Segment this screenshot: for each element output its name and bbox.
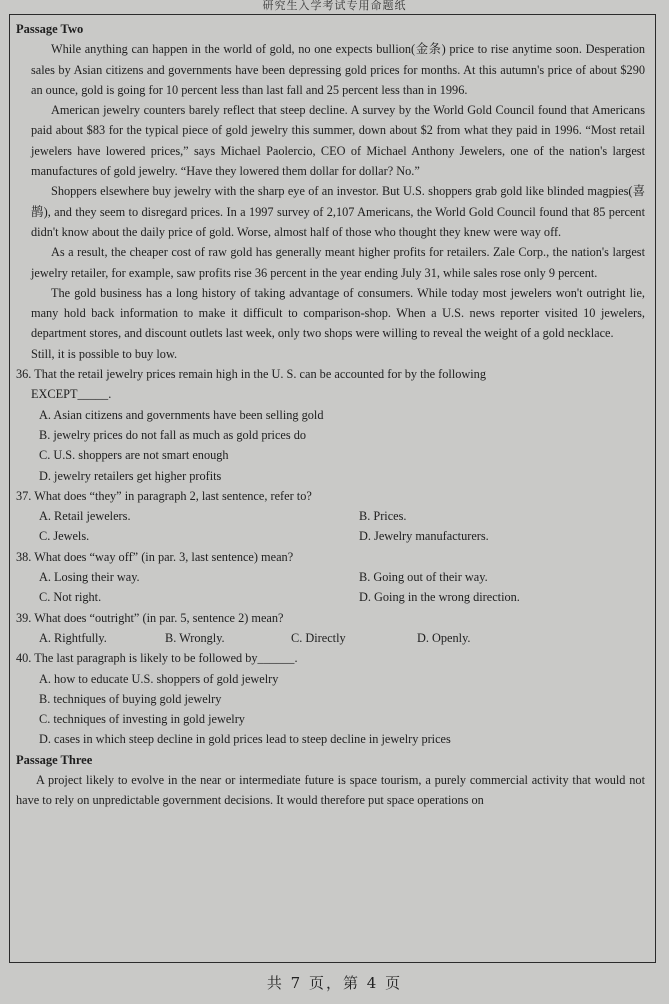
passage-two-paragraph-2: American jewelry counters barely reflect that steep decline. A survey by the World Gold Council found that Americans paid about $83 for the typical piece of gold jewelry this summer, down about $2 from what they paid in 1996. “Most retail jewelers have lowered prices,” says Michael Paolercio, CEO of Michael Anthony Jewelers, one of the nation's largest manufactures of gold jewelry. “Have they lowered them dollar for dollar? No.”	[31, 103, 645, 179]
question-40-option-c: C. techniques of investing in gold jewelry	[39, 712, 245, 727]
question-37-option-c: C. Jewels.	[39, 529, 90, 544]
passage-two-paragraph-1: While anything can happen in the world of gold, no one expects bullion(金条) price to rise anytime soon. Desperation sales by Asian citizens and governments have been depressing gold prices for months. At this autumn's price of about $290 an ounce, gold is going for 10 percent less than last fall and 25 percent less than in 1996.	[31, 42, 645, 97]
question-39-option-a: A. Rightfully.	[39, 630, 107, 645]
exam-content	[16, 19, 645, 811]
passage-two-last-line: Still, it is possible to buy low.	[31, 346, 178, 361]
question-39-option-b: B. Wrongly.	[165, 630, 225, 645]
question-38-stem: 38. What does “way off” (in par. 3, last sentence) mean?	[16, 549, 294, 564]
question-39-option-d: D. Openly.	[417, 630, 471, 645]
question-38-option-d: D. Going in the wrong direction.	[359, 590, 520, 605]
passage-two-paragraph-5: The gold business has a long history of taking advantage of consumers. While today most jewelers won't outright lie, many hold back information to make it difficult to comparison-shop. When a U.S. news reporter visited 10 jewelers, department stores, and discount outlets last week, only two shops were willing to reveal the weight of a gold necklace.	[31, 285, 645, 341]
question-40-stem: 40. The last paragraph is likely to be followed by______.	[16, 651, 298, 666]
question-37-options-row-1	[39, 506, 645, 526]
question-37-stem: 37. What does “they” in paragraph 2, last sentence, refer to?	[16, 488, 312, 503]
question-38-options-row-1	[39, 567, 645, 587]
passage-three-paragraph-1: A project likely to evolve in the near or intermediate future is space tourism, a purely commercial activity that would not have to rely on unpredictable government decisions. It would therefore put space operations on	[16, 772, 645, 808]
question-40-option-d: D. cases in which steep decline in gold prices lead to steep decline in jewelry prices	[39, 732, 451, 747]
question-38-option-a: A. Losing their way.	[39, 570, 140, 585]
question-38-option-c: C. Not right.	[39, 590, 102, 605]
passage-two-paragraph-4: As a result, the cheaper cost of raw gold has generally meant higher profits for retailers. Zale Corp., the nation's largest jewelry retailer, for example, saw profits rise 36 percent in the year ending July 31, while sales rose only 9 percent.	[31, 245, 645, 280]
question-37-option-a: A. Retail jewelers.	[39, 509, 131, 524]
question-37-options-row-2	[39, 526, 645, 546]
question-40-option-a: A. how to educate U.S. shoppers of gold jewelry	[39, 671, 279, 686]
page-number-footer: 共 7 页，第 4 页	[266, 974, 403, 992]
question-36-option-b: B. jewelry prices do not fall as much as gold prices do	[39, 427, 307, 442]
passage-three-title: Passage Three	[16, 752, 93, 767]
exam-paper-header: 研究生入学考试专用命题纸	[262, 0, 407, 12]
question-39-option-c: C. Directly	[291, 630, 346, 645]
question-38-option-b: B. Going out of their way.	[359, 570, 488, 585]
question-38-options-row-2	[39, 587, 645, 607]
question-40-option-b: B. techniques of buying gold jewelry	[39, 691, 222, 706]
question-36-stem: 36. That the retail jewelry prices remain high in the U. S. can be accounted for by the following	[16, 367, 486, 382]
question-36-option-d: D. jewelry retailers get higher profits	[39, 468, 222, 483]
passage-two-title: Passage Two	[16, 22, 84, 36]
question-39-options-row	[39, 628, 645, 648]
question-39-stem: 39. What does “outright” (in par. 5, sentence 2) mean?	[16, 610, 284, 625]
question-37-option-b: B. Prices.	[359, 509, 407, 524]
question-36-stem-cont: EXCEPT_____.	[31, 387, 112, 402]
question-36-option-a: A. Asian citizens and governments have been selling gold	[39, 407, 324, 422]
question-37-option-d: D. Jewelry manufacturers.	[359, 529, 489, 544]
question-36-option-c: C. U.S. shoppers are not smart enough	[39, 448, 229, 463]
passage-two-paragraph-3: Shoppers elsewhere buy jewelry with the sharp eye of an investor. But U.S. shoppers grab gold like blinded magpies(喜鹊), and they seem to disregard prices. In a 1997 survey of 2,107 Americans, the World Gold Council found that 85 percent didn't know about the daily price of gold. Worse, almost half of those who thought they knew were way off.	[31, 184, 645, 239]
